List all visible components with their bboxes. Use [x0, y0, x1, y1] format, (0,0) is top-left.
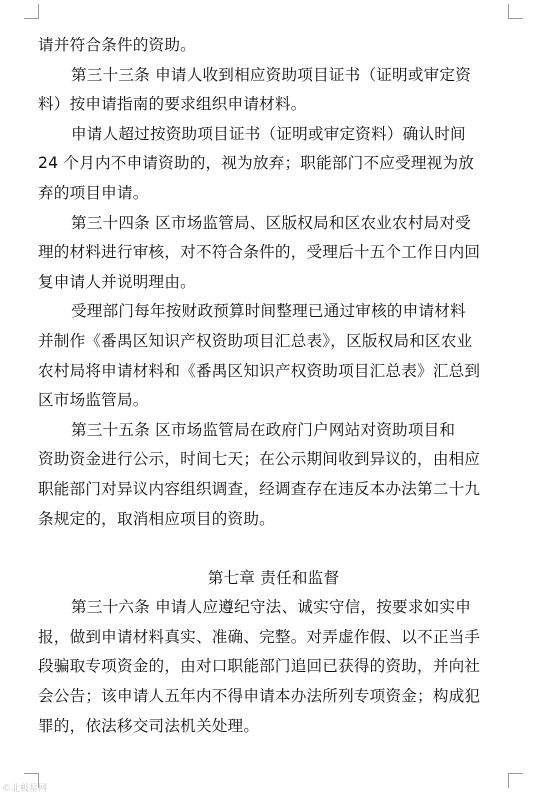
text-line: 资助资金进行公示，时间七天；在公示期间收到异议的，由相应 — [38, 450, 481, 469]
text-line: 农村局将申请材料和《番禺区知识产权资助项目汇总表》汇总到 — [38, 361, 481, 380]
text-line: 料）按申请指南的要求组织申请材料。 — [38, 95, 307, 114]
text-line: 第三十五条 区市场监管局在政府门户网站对资助项目和 — [71, 420, 456, 439]
text-line: 第三十三条 申请人收到相应资助项目证书（证明或审定资 — [71, 65, 472, 84]
chapter-heading: 第七章 责任和监督 — [207, 568, 340, 587]
crop-mark-top-right — [508, 4, 523, 19]
text-line: 报，做到申请材料真实、准确、完整。对弄虚作假、以不正当手 — [38, 627, 481, 646]
text-line: 会公告；该申请人五年内不得申请本办法所列专项资金；构成犯 — [38, 687, 481, 706]
text-line: 段骗取专项资金的，由对口职能部门追回已获得的资助，并向社 — [38, 657, 481, 676]
text-line: 区市场监管局。 — [38, 391, 149, 410]
text-line: 理的材料进行审核，对不符合条件的，受理后十五个工作日内回 — [38, 243, 481, 262]
crop-mark-top-left — [24, 4, 39, 19]
text-line: 条规定的，取消相应项目的资助。 — [38, 509, 275, 528]
text-line: 受理部门每年按财政预算时间整理已通过审核的申请材料 — [71, 302, 466, 321]
watermark: ©北极星网 — [2, 784, 48, 794]
text-line: 并制作《番禺区知识产权资助项目汇总表》，区版权局和区农业 — [38, 331, 473, 350]
document-body — [38, 31, 509, 741]
text-line: 职能部门对异议内容组织调查，经调查存在违反本办法第二十九 — [38, 479, 481, 498]
crop-mark-bottom-right — [508, 773, 523, 788]
blank-line — [38, 534, 509, 564]
text-line: 弃的项目申请。 — [38, 183, 149, 202]
text-line: 第三十四条 区市场监管局、区版权局和区农业农村局对受 — [71, 213, 472, 232]
text-line: 第三十六条 申请人应遵纪守法、诚实守信，按要求如实申 — [71, 598, 472, 617]
text-line: 罪的，依法移交司法机关处理。 — [38, 716, 260, 735]
text-line: 复申请人并说明理由。 — [38, 272, 196, 291]
text-line: 请并符合条件的资助。 — [38, 36, 196, 54]
text-line: 申请人超过按资助项目证书（证明或审定资料）确认时间 — [71, 124, 466, 143]
text-line: 24 个月内不申请资助的，视为放弃；职能部门不应受理视为放 — [38, 154, 475, 173]
